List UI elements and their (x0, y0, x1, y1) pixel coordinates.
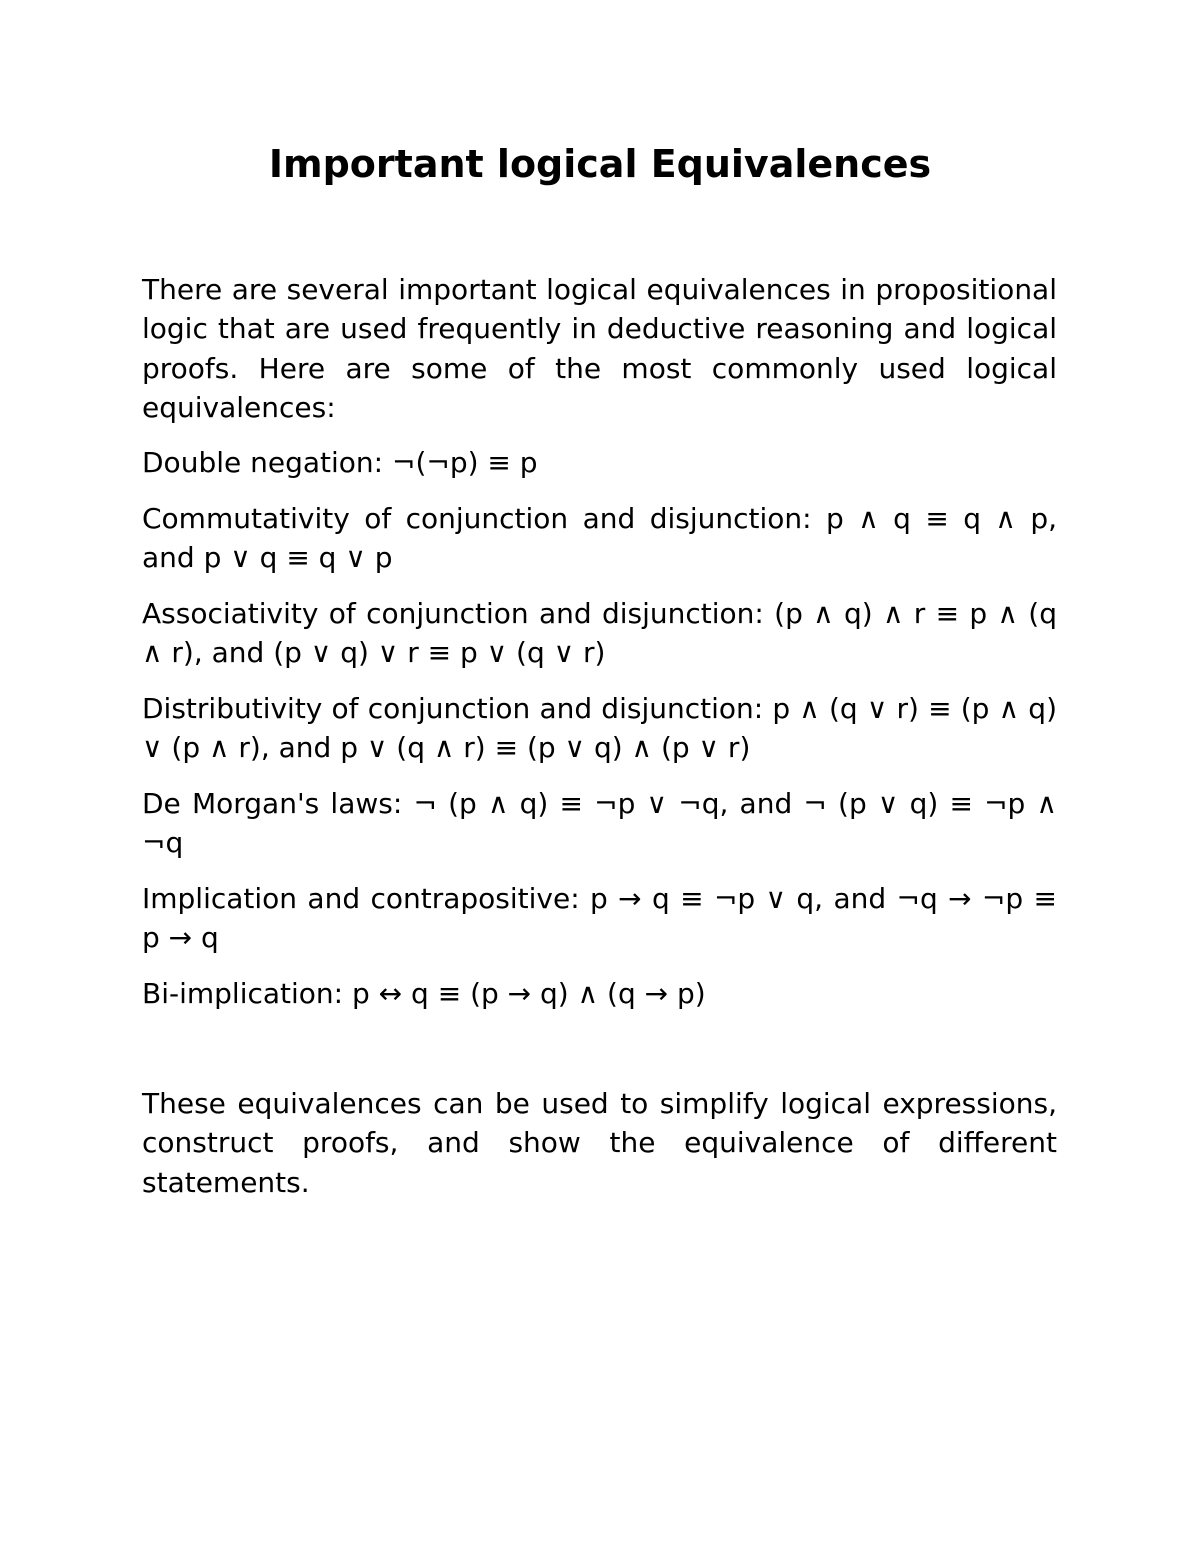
page-title: Important logical Equivalences (268, 142, 932, 186)
equivalence-double-negation: Double negation: ¬(¬p) ≡ p (142, 446, 538, 479)
equivalence-distributivity: Distributivity of conjunction and disjunction: p ∧ (q ∨ r) ≡ (p ∧ q) ∨ (p ∧ r), and p ∨ (q ∧ r) ≡ (p ∨ q) ∧ (p ∨ r) (142, 692, 1057, 765)
equivalence-implication: Implication and contrapositive: p → q ≡ ¬p ∨ q, and ¬q → ¬p ≡ p → q (142, 882, 1057, 955)
equivalence-bi-implication: Bi-implication: p ↔ q ≡ (p → q) ∧ (q → p) (142, 977, 706, 1010)
closing-paragraph: These equivalences can be used to simplify logical expressions, construct proofs, and show the equivalence of different statements. (142, 1087, 1057, 1199)
intro-paragraph: There are several important logical equivalences in propositional logic that are used frequently in deductive reasoning and logical proofs. Here are some of the most commonly used logical equivalences: (142, 273, 1057, 424)
equivalence-associativity: Associativity of conjunction and disjunction: (p ∧ q) ∧ r ≡ p ∧ (q ∧ r), and (p ∨ q) ∨ r ≡ p ∨ (q ∨ r) (142, 597, 1057, 670)
equivalence-de-morgan: De Morgan's laws: ¬ (p ∧ q) ≡ ¬p ∨ ¬q, and ¬ (p ∨ q) ≡ ¬p ∧ ¬q (142, 787, 1057, 860)
equivalence-commutativity: Commutativity of conjunction and disjunction: p ∧ q ≡ q ∧ p, and p ∨ q ≡ q ∨ p (142, 502, 1057, 575)
